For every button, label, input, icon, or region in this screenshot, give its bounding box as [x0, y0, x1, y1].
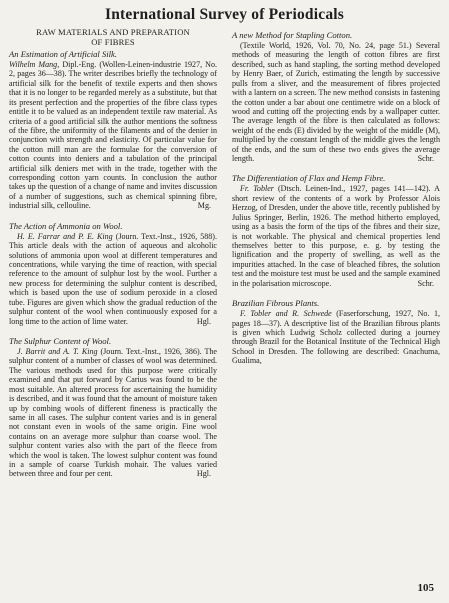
right-column [232, 28, 440, 479]
article-body-ammonia-wool [9, 232, 217, 326]
article-author: H. E. Farrar and P. E. King [17, 231, 113, 241]
article-author: F. Tobler and R. Schwede [240, 309, 332, 319]
article-text: Dipl.-Eng. (Wollen-Leinen-industrie 1927, No. 2, pages 36—38). The writer describes briefly the technology of artificial silk for the benefit of textile experts and then shows that it is no longer to be regarded merely as a substitute, but that its present perfection and the properties of the fibre class types entitle it to be valued as an independent textile raw material. As criteria of a good artificial silk the author mentions the softness of the fibre, the uniformity of the filaments and of the denier in conjunction with strength and elasticity. Of particular value for the cotton mill man are the formulae for the conversion of cotton counts into deniers and a tabulation of the principal artificial silk deniers met with in the trade, together with the corresponding cotton yarn counts. In conclusion the author takes up the question of a change of name and invites discussion of a number of suggestions, such as chemical spinning fibre, industrial silk, cellouline. [9, 60, 218, 211]
left-column [9, 28, 217, 479]
article-text: (Textile World, 1926, Vol. 70, No. 24, page 51.) Several methods of measuring the length of cotton fibres are first described, such as hand stapling, the sorting method developed by Henry Baer, of Zurich, estimating the length by successive pulls from a sliver, and the measurement of fibres projected with a lantern on a screen. The new method consists in fastening the cotton under a bar about one centimetre wide on a block of wood and cutting off the projecting ends by a wallpaper cutter. The average length of the fibre is then calculated as follows: weight of the ends (E) divided by the weight of the middle (M), multiplied by the constant length of the middle gives the length of the ends, and the sum of these two ends gives the average length. [232, 41, 440, 164]
article-signature: Schr. [417, 278, 434, 288]
article-text: (Dtsch. Leinen-Ind., 1927, pages 141—142). A short review of the contents of a work by Professor Alois Herzog, of Dresden, under the above title, recently published by Julius Springer, Berlin, 1926. The method hitherto employed, using as a basis the form of the tips of the fibres and their size, is not workable. The physical and chemical properties lend themselves better to this purpose, e. g. by testing the lignification and the property of swelling, as well as the impurities attached. In the case of bleached fibres, the solution test and the moisture test must be used and the sample examined in the polarisation microscope. [232, 184, 440, 288]
article-author: J. Barrit and A. T. King [17, 346, 98, 356]
document-page [9, 6, 440, 598]
article-author: Wilhelm Mang, [9, 60, 60, 69]
article-text: (Journ. Text.-Inst., 1926, 588). This article deals with the action of aqueous and alcoholic solutions of ammonia upon wool at different temperatures and concentrations, while varying the time of reaction, with special reference to the amount of sulphur lost by the wool. Further a new process for determining the sulphur content is described, which is based upon the use of sodium peroxide in a closed tube. Figures are given which show the gradual reduction of the sulphur content of the wool when continuously exposed for a long time to the action of lime water. [9, 231, 217, 326]
article-title-artificial-silk: An Estimation of Artificial Silk. [9, 49, 117, 59]
article-body-flax-hemp [232, 184, 440, 288]
section-heading-line1: RAW MATERIALS AND PREPARATION [36, 27, 190, 37]
article-author: Fr. Tobler [240, 184, 274, 194]
article-body-artificial-silk [9, 60, 217, 211]
article-title-ammonia-wool: The Action of Ammonia on Wool. [9, 220, 123, 231]
article-body-stapling-cotton [232, 41, 440, 163]
page-number: 105 [417, 582, 434, 594]
article-signature: Hgl. [196, 469, 211, 479]
article-text: (Journ. Text.-Inst., 1926, 386). The sulphur content of a number of classes of wool was determined. The various methods used for this purpose were critically examined and that put forward by Carius was found to be the most suitable. An altered process for ascertaining the humidity is described, and it was found that the amount of moisture taken up by combing wools of different fineness is practically the same in all cases. The sulphur content varies and is in general not constant even in wools of the same origin. Fine wool contains on an average more sulphur than coarse wool. The sulphur content varies also with the part of the fleece from which the wool is taken. The lowest sulphur content was found in a sample of coarse Turkish mohair. The values varied between three and four per cent. [9, 346, 217, 479]
article-body-sulphur-wool [9, 347, 217, 479]
article-title-brazilian-plants: Brazilian Fibrous Plants. [232, 298, 320, 309]
article-text: (Faserforschung, 1927, No. 1, pages 18—37). A descriptive list of the Brazilian fibrous plants is given which Ludwig Scholz collected during a journey through Brazil for the Botanical Institute of the Technical High School in Dresden. The following are described: Gnachuma, Gualima, [232, 309, 440, 366]
article-title-flax-hemp: The Differentiation of Flax and Hemp Fibre. [232, 173, 386, 184]
article-signature: Schr. [417, 154, 434, 164]
article-signature: Hgl. [196, 316, 211, 326]
section-heading-line2: OF FIBRES [91, 36, 135, 47]
article-title-stapling-cotton: A new Method for Stapling Cotton. [232, 30, 353, 40]
article-body-brazilian-plants [232, 309, 440, 366]
article-title-sulphur-wool: The Sulphur Content of Wool. [9, 335, 112, 346]
article-signature: Mg. [197, 201, 211, 211]
two-column-layout [9, 28, 440, 479]
page-title: International Survey of Periodicals [104, 6, 345, 23]
